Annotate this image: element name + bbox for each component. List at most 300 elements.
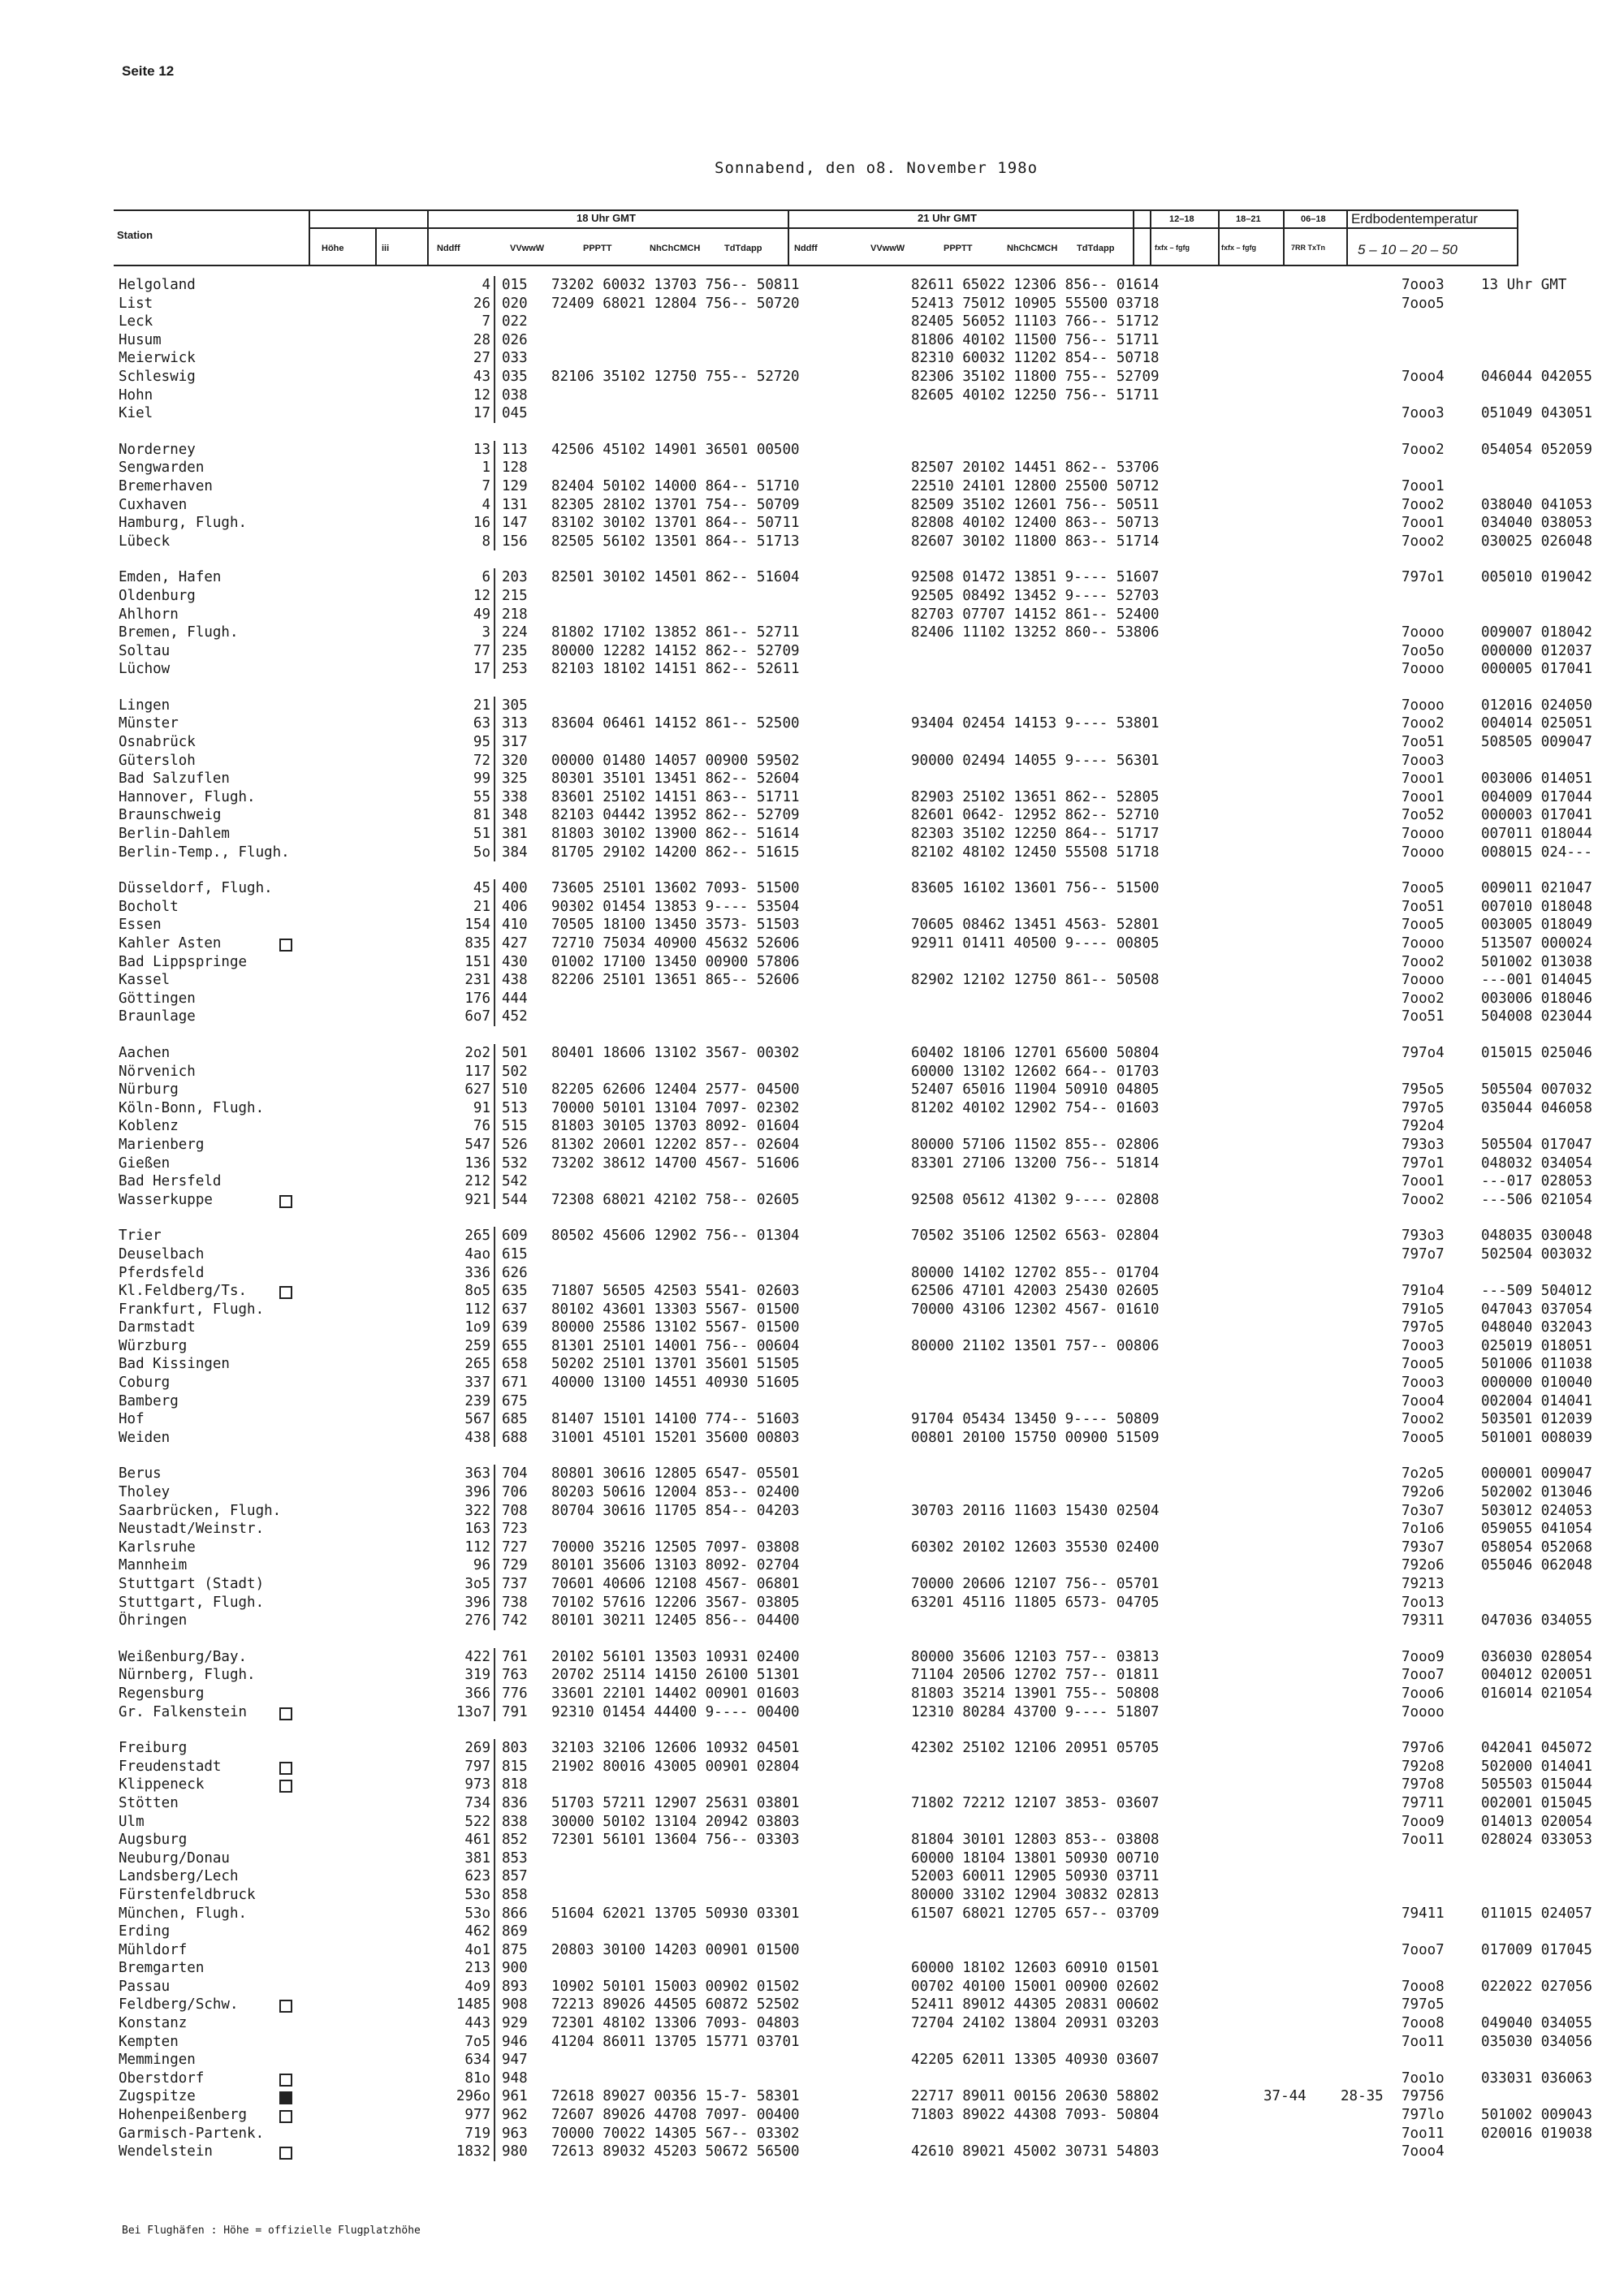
obs-18-gmt: 82206 25101 13651 865-- 52606	[551, 972, 800, 989]
table-row	[119, 386, 1531, 405]
station-height: 443	[464, 2015, 490, 2032]
obs-18-gmt: 70102 57616 12206 3567- 03805	[551, 1594, 800, 1611]
table-row	[119, 1612, 1592, 1630]
station-number: 962	[502, 2107, 528, 2124]
soil-temperature: 054054 052059	[1481, 441, 1592, 458]
station-number: 410	[502, 917, 528, 934]
station-number: 727	[502, 1539, 528, 1556]
station-name: Zugspitze	[119, 2088, 196, 2105]
table-row	[119, 1392, 1592, 1411]
soil-temperature: 003005 018049	[1481, 917, 1592, 934]
station-number: 532	[502, 1154, 528, 1172]
table-row	[119, 916, 1592, 934]
table-row	[119, 1154, 1592, 1173]
soil-temperature: 009007 018042	[1481, 624, 1592, 641]
column-rule	[494, 806, 495, 825]
station-height: 7	[482, 477, 490, 494]
soil-temperature: 042041 045072	[1481, 1740, 1592, 1757]
m1218-header: 12–18	[1169, 214, 1194, 224]
soil-temperature: ---506 021054	[1481, 1191, 1592, 1208]
obs-21-gmt: 80000 14102 12702 855-- 01704	[911, 1264, 1160, 1281]
precip-06-18: 7ooo5	[1402, 880, 1445, 897]
station-height: 4o1	[464, 1941, 490, 1958]
station-name: Würzburg	[119, 1337, 188, 1354]
station-name: Bad Kissingen	[119, 1356, 230, 1373]
station-name: Hohenpeißenberg	[119, 2107, 248, 2124]
station-height: 438	[464, 1429, 490, 1446]
station-name: Essen	[119, 917, 162, 934]
station-height: 276	[464, 1612, 490, 1629]
station-name: Stuttgart, Flugh.	[119, 1594, 265, 1611]
station-height: 1485	[456, 1996, 490, 2013]
column-rule	[494, 1410, 495, 1429]
obs-21-gmt: 22717 89011 00156 20630 58802	[911, 2088, 1160, 2105]
column-rule	[494, 1483, 495, 1502]
station-name: Stötten	[119, 1794, 179, 1811]
station-height: 21	[473, 697, 490, 714]
column-rule	[494, 714, 495, 733]
station-height: 462	[464, 1923, 490, 1940]
column-rule	[494, 1739, 495, 1758]
precip-06-18: 7oooo	[1402, 972, 1445, 989]
station-height: 337	[464, 1375, 490, 1392]
station-height: 4ao	[464, 1245, 490, 1262]
column-rule	[494, 1594, 495, 1612]
precip-06-18: 7oooo	[1402, 826, 1445, 843]
soil-temperature: 503012 024053	[1481, 1502, 1592, 1519]
column-rule	[494, 752, 495, 770]
precip-06-18: 7ooo2	[1402, 953, 1445, 970]
soil-temperature: ---001 014045	[1481, 972, 1592, 989]
table-row	[119, 1044, 1592, 1063]
obs-21-gmt: 12310 80284 43700 9---- 51807	[911, 1703, 1160, 1720]
station-number: 317	[502, 734, 528, 751]
station-number: 875	[502, 1941, 528, 1958]
obs-21-gmt: 93404 02454 14153 9---- 53801	[911, 715, 1160, 732]
station-number: 544	[502, 1191, 528, 1208]
station-height: 1o9	[464, 1319, 490, 1336]
station-height: 13o7	[456, 1703, 490, 1720]
precip-06-18: 7ooo2	[1402, 1191, 1445, 1208]
obs-21-gmt: 92911 01411 40500 9---- 00805	[911, 935, 1160, 952]
table-row	[119, 514, 1592, 533]
station-number: 542	[502, 1173, 528, 1190]
station-name: Neustadt/Weinstr.	[119, 1521, 265, 1538]
precip-06-18: 791o4	[1402, 1283, 1445, 1300]
soil-temperature: 000001 009047	[1481, 1465, 1592, 1482]
obs-18-gmt: 70000 70022 14305 567-- 03302	[551, 2125, 800, 2142]
table-row	[119, 477, 1531, 496]
obs-21-gmt: 82303 35102 12250 864-- 51717	[911, 826, 1160, 843]
station-height: 835	[464, 935, 490, 952]
precip-06-18: 7ooo1	[1402, 1173, 1445, 1190]
soil-temperature: 008015 024---	[1481, 844, 1592, 861]
table-row	[119, 1703, 1531, 1722]
obs-18-gmt: 83601 25102 14151 863-- 51711	[551, 788, 800, 805]
precip-06-18: 793o3	[1402, 1136, 1445, 1153]
column-rule	[494, 1867, 495, 1886]
station-number: 961	[502, 2088, 528, 2105]
m1821-header: 18–21	[1236, 214, 1261, 224]
station-height: 53o	[464, 1886, 490, 1903]
station-name: Norderney	[119, 441, 196, 458]
mountain-station-marker	[279, 2110, 292, 2123]
station-number: 900	[502, 1960, 528, 1977]
station-number: 688	[502, 1429, 528, 1446]
station-number: 818	[502, 1776, 528, 1793]
table-row	[119, 2106, 1592, 2125]
station-number: 729	[502, 1557, 528, 1574]
station-number: 406	[502, 898, 528, 915]
table-row	[119, 752, 1531, 770]
table-row	[119, 1556, 1592, 1575]
station-name: Gießen	[119, 1154, 171, 1172]
station-number: 038	[502, 386, 528, 404]
station-number: 908	[502, 1996, 528, 2013]
obs-21-gmt: 82601 0642- 12952 862-- 52710	[911, 807, 1160, 824]
table-row	[119, 568, 1592, 587]
col18-4: NhChCMCH	[650, 244, 701, 253]
soil-temperature: 048032 034054	[1481, 1154, 1592, 1172]
obs-21-gmt: 82703 07707 14152 861-- 52400	[911, 606, 1160, 623]
mountain-station-marker	[279, 939, 292, 952]
mountain-station-marker	[279, 1707, 292, 1720]
station-name: Mühldorf	[119, 1941, 188, 1958]
station-number: 791	[502, 1703, 528, 1720]
station-height: 396	[464, 1594, 490, 1611]
station-number: 224	[502, 624, 528, 641]
station-name: Weißenburg/Bay.	[119, 1648, 248, 1665]
soil-temperature: 501002 013038	[1481, 953, 1592, 970]
obs-21-gmt: 70000 20606 12107 756-- 05701	[911, 1576, 1160, 1592]
table-row	[119, 1794, 1592, 1813]
table-row	[119, 1099, 1592, 1118]
column-rule	[494, 533, 495, 551]
station-height: 72	[473, 752, 490, 769]
station-height: 4o9	[464, 1978, 490, 1995]
station-height: 547	[464, 1136, 490, 1153]
precip-06-18: 797o8	[1402, 1776, 1445, 1793]
station-name: Bocholt	[119, 898, 179, 915]
station-height: 422	[464, 1648, 490, 1665]
soil-temperature: 004014 025051	[1481, 715, 1592, 732]
station-name: Braunlage	[119, 1008, 196, 1025]
col18-5: TdTdapp	[724, 244, 762, 253]
soil-temperature: 028024 033053	[1481, 1832, 1592, 1849]
station-height: 12	[473, 386, 490, 404]
station-number: 893	[502, 1978, 528, 1995]
obs-18-gmt: 81802 17102 13852 861-- 52711	[551, 624, 800, 641]
obs-18-gmt: 82106 35102 12750 755-- 52720	[551, 368, 800, 385]
column-rule	[494, 2051, 495, 2069]
m0618-sub: 7RR TxTn	[1291, 244, 1326, 252]
station-height: 265	[464, 1228, 490, 1245]
soil-temperature: 058054 052068	[1481, 1539, 1592, 1556]
station-number: 400	[502, 880, 528, 897]
soil-temperature: 046044 042055	[1481, 368, 1592, 385]
station-number: 320	[502, 752, 528, 769]
station-number: 203	[502, 569, 528, 586]
precip-06-18: 79711	[1402, 1794, 1445, 1811]
column-rule	[494, 1355, 495, 1374]
station-number: 815	[502, 1758, 528, 1775]
column-rule	[494, 1612, 495, 1630]
obs-18-gmt: 72213 89026 44505 60872 52502	[551, 1996, 800, 2013]
table-row	[119, 349, 1531, 368]
soil-temperature: 038040 041053	[1481, 496, 1592, 513]
column-rule	[494, 1520, 495, 1539]
table-row	[119, 1337, 1592, 1356]
column-rule	[494, 1502, 495, 1521]
column-rule	[494, 1282, 495, 1301]
precip-06-18: 7oo1o	[1402, 2069, 1445, 2087]
column-rule	[494, 1978, 495, 1996]
precip-06-18: 7oooo	[1402, 661, 1445, 678]
precip-06-18: 7ooo1	[1402, 477, 1445, 494]
station-number: 131	[502, 496, 528, 513]
obs-18-gmt: 90302 01454 13853 9---- 53504	[551, 898, 800, 915]
precip-06-18: 7ooo4	[1402, 1392, 1445, 1409]
column-rule	[494, 1245, 495, 1264]
m1821-sub: fxfx – fgfg	[1221, 244, 1257, 252]
station-name: Fürstenfeldbruck	[119, 1886, 256, 1903]
precip-06-18: 7ooo1	[1402, 788, 1445, 805]
table-row	[119, 1648, 1592, 1667]
precip-06-18: 7ooo5	[1402, 1429, 1445, 1446]
station-height: 921	[464, 1191, 490, 1208]
station-name: Stuttgart (Stadt)	[119, 1576, 265, 1592]
column-rule	[494, 916, 495, 934]
station-name: Hamburg, Flugh.	[119, 515, 248, 532]
station-name: Landsberg/Lech	[119, 1868, 239, 1885]
obs-18-gmt: 51703 57211 12907 25631 03801	[551, 1794, 800, 1811]
column-rule	[494, 844, 495, 862]
station-height: 797	[464, 1758, 490, 1775]
station-height: 16	[473, 515, 490, 532]
precip-06-18: 797o5	[1402, 1319, 1445, 1336]
obs-21-gmt: 83301 27106 13200 756-- 51814	[911, 1154, 1160, 1172]
column-rule	[494, 1172, 495, 1191]
obs-18-gmt: 72301 56101 13604 756-- 03303	[551, 1832, 800, 1849]
station-number: 452	[502, 1008, 528, 1025]
table-row	[119, 1594, 1531, 1612]
station-name: Pferdsfeld	[119, 1264, 205, 1281]
station-name: Husum	[119, 331, 162, 348]
soil-temperature: 000000 010040	[1481, 1375, 1592, 1392]
station-number: 147	[502, 515, 528, 532]
obs-18-gmt: 80203 50616 12004 853-- 02400	[551, 1484, 800, 1501]
mountain-station-marker	[279, 2074, 292, 2087]
table-row	[119, 1410, 1592, 1429]
station-height: 213	[464, 1960, 490, 1977]
obs-18-gmt: 81705 29102 14200 862-- 51615	[551, 844, 800, 861]
station-number: 639	[502, 1319, 528, 1336]
obs-21-gmt: 71803 89022 44308 7093- 50804	[911, 2107, 1160, 2124]
soil-temperature: 502000 014041	[1481, 1758, 1592, 1775]
soil-temperature: 036030 028054	[1481, 1648, 1592, 1665]
soil-temperature: 033031 036063	[1481, 2069, 1592, 2087]
station-height: 3	[482, 624, 490, 641]
station-name: Osnabrück	[119, 734, 196, 751]
column-rule	[494, 276, 495, 295]
station-number: 338	[502, 788, 528, 805]
station-number: 858	[502, 1886, 528, 1903]
precip-06-18: 7ooo2	[1402, 990, 1445, 1007]
obs-21-gmt: 60000 18104 13801 50930 00710	[911, 1849, 1160, 1867]
gust-18-21: 28-35	[1341, 2088, 1384, 2105]
station-height: 567	[464, 1411, 490, 1428]
column-rule	[494, 1648, 495, 1667]
precip-06-18: 7o3o7	[1402, 1502, 1445, 1519]
station-height: 53o	[464, 1905, 490, 1922]
station-number: 685	[502, 1411, 528, 1428]
station-height: 366	[464, 1685, 490, 1702]
station-number: 515	[502, 1118, 528, 1135]
obs-18-gmt: 72409 68021 12804 756-- 50720	[551, 295, 800, 312]
station-name: Ahlhorn	[119, 606, 179, 623]
obs-18-gmt: 80102 43601 13303 5567- 01500	[551, 1301, 800, 1318]
obs-18-gmt: 80000 12282 14152 862-- 52709	[551, 642, 800, 659]
table-row	[119, 2143, 1531, 2161]
obs-18-gmt: 70000 35216 12505 7097- 03808	[551, 1539, 800, 1556]
column-rule	[494, 2143, 495, 2161]
soil-temperature: 012016 024050	[1481, 697, 1592, 714]
station-name: Marienberg	[119, 1136, 205, 1153]
col21-1: Nddff	[794, 244, 818, 253]
station-number: 015	[502, 277, 528, 293]
obs-21-gmt: 52411 89012 44305 20831 00602	[911, 1996, 1160, 2013]
station-name: Saarbrücken, Flugh.	[119, 1502, 282, 1519]
obs-21-gmt: 60000 18102 12603 60910 01501	[911, 1960, 1160, 1977]
mountain-station-marker	[279, 1286, 292, 1299]
station-height: 623	[464, 1868, 490, 1885]
station-name: Emden, Hafen	[119, 569, 222, 586]
station-name: Weiden	[119, 1429, 171, 1446]
table-row	[119, 1813, 1592, 1832]
station-name: München, Flugh.	[119, 1905, 248, 1922]
precip-06-18: 7oo51	[1402, 1008, 1445, 1025]
station-height: 43	[473, 368, 490, 385]
obs-21-gmt: 71802 72212 12107 3853- 03607	[911, 1794, 1160, 1811]
station-name: Bremen, Flugh.	[119, 624, 239, 641]
precip-06-18: 797o1	[1402, 1154, 1445, 1172]
table-row	[119, 2051, 1531, 2069]
obs-18-gmt: 81301 25101 14001 756-- 00604	[551, 1337, 800, 1354]
table-row	[119, 1520, 1592, 1539]
station-number: 655	[502, 1337, 528, 1354]
station-height: 151	[464, 953, 490, 970]
soil-temperature: 047036 034055	[1481, 1612, 1592, 1629]
col18-2: VVwwW	[510, 244, 545, 253]
column-rule	[494, 606, 495, 624]
column-rule	[494, 660, 495, 679]
table-row	[119, 1959, 1531, 1978]
obs-18-gmt: 51604 62021 13705 50930 03301	[551, 1905, 800, 1922]
precip-06-18: 793o3	[1402, 1228, 1445, 1245]
obs-21-gmt: 82405 56052 11103 766-- 51712	[911, 313, 1160, 330]
station-height: 719	[464, 2125, 490, 2142]
table-row	[119, 1978, 1592, 1996]
soil-temperature: 009011 021047	[1481, 880, 1592, 897]
obs-21-gmt: 82902 12102 12750 861-- 50508	[911, 972, 1160, 989]
soil-temperature: 059055 041054	[1481, 1521, 1592, 1538]
station-name: Konstanz	[119, 2015, 188, 2032]
iii-header: iii	[382, 244, 390, 253]
obs-18-gmt: 30000 50102 13104 20942 03803	[551, 1813, 800, 1830]
station-height: 522	[464, 1813, 490, 1830]
soil-temperature: ---017 028053	[1481, 1173, 1592, 1190]
precip-06-18: 7ooo7	[1402, 1667, 1445, 1684]
station-name: Augsburg	[119, 1832, 188, 1849]
soil-temperature: 007010 018048	[1481, 898, 1592, 915]
station-number: 215	[502, 587, 528, 604]
obs-18-gmt: 83604 06461 14152 861-- 52500	[551, 715, 800, 732]
station-name: Garmisch-Partenk.	[119, 2125, 265, 2142]
soil-temperature: 13 Uhr GMT	[1481, 277, 1567, 293]
column-rule	[494, 1374, 495, 1392]
station-height: 45	[473, 880, 490, 897]
station-height: 136	[464, 1154, 490, 1172]
obs-21-gmt: 30703 20116 11603 15430 02504	[911, 1502, 1160, 1519]
obs-21-gmt: 42302 25102 12106 20951 05705	[911, 1740, 1160, 1757]
obs-18-gmt: 72607 89026 44708 7097- 00400	[551, 2107, 800, 2124]
soil-temperature: 003006 018046	[1481, 990, 1592, 1007]
mountain-station-marker	[279, 2147, 292, 2160]
obs-18-gmt: 82501 30102 14501 862-- 51604	[551, 569, 800, 586]
column-rule	[494, 1337, 495, 1356]
station-name: Kassel	[119, 972, 171, 989]
station-height: 81	[473, 807, 490, 824]
obs-21-gmt: 82611 65022 12306 856-- 01614	[911, 277, 1160, 293]
column-rule	[494, 1831, 495, 1849]
table-row	[119, 1245, 1592, 1264]
station-height: 81o	[464, 2069, 490, 2087]
precip-06-18: 792o4	[1402, 1118, 1445, 1135]
soil-temperature: 513507 000024	[1481, 935, 1592, 952]
station-number: 427	[502, 935, 528, 952]
table-row	[119, 1776, 1592, 1794]
obs-18-gmt: 42506 45102 14901 36501 00500	[551, 441, 800, 458]
station-height: 336	[464, 1264, 490, 1281]
station-number: 438	[502, 972, 528, 989]
column-rule	[494, 898, 495, 917]
obs-18-gmt: 01002 17100 13450 00900 57806	[551, 953, 800, 970]
table-row	[119, 1867, 1531, 1886]
column-rule	[494, 733, 495, 752]
station-height: 26	[473, 295, 490, 312]
obs-21-gmt: 82605 40102 12250 756-- 51711	[911, 386, 1160, 404]
table-row	[119, 1575, 1531, 1594]
table-row	[119, 2069, 1592, 2088]
table-row	[119, 459, 1531, 477]
soil-temperature: 002004 014041	[1481, 1392, 1592, 1409]
table-row	[119, 1502, 1592, 1521]
station-height: 154	[464, 917, 490, 934]
precip-06-18: 7oo11	[1402, 1832, 1445, 1849]
column-rule	[494, 1392, 495, 1411]
station-height: 1832	[456, 2143, 490, 2160]
station-height: 6o7	[464, 1008, 490, 1025]
station-name: Hof	[119, 1411, 145, 1428]
station-name: Freiburg	[119, 1740, 188, 1757]
table-row	[119, 1191, 1592, 1210]
table-row	[119, 806, 1592, 825]
obs-18-gmt: 72710 75034 40900 45632 52606	[551, 935, 800, 952]
column-rule	[494, 2087, 495, 2106]
precip-06-18: 7ooo8	[1402, 2015, 1445, 2032]
column-rule	[494, 1136, 495, 1154]
station-name: Bamberg	[119, 1392, 179, 1409]
